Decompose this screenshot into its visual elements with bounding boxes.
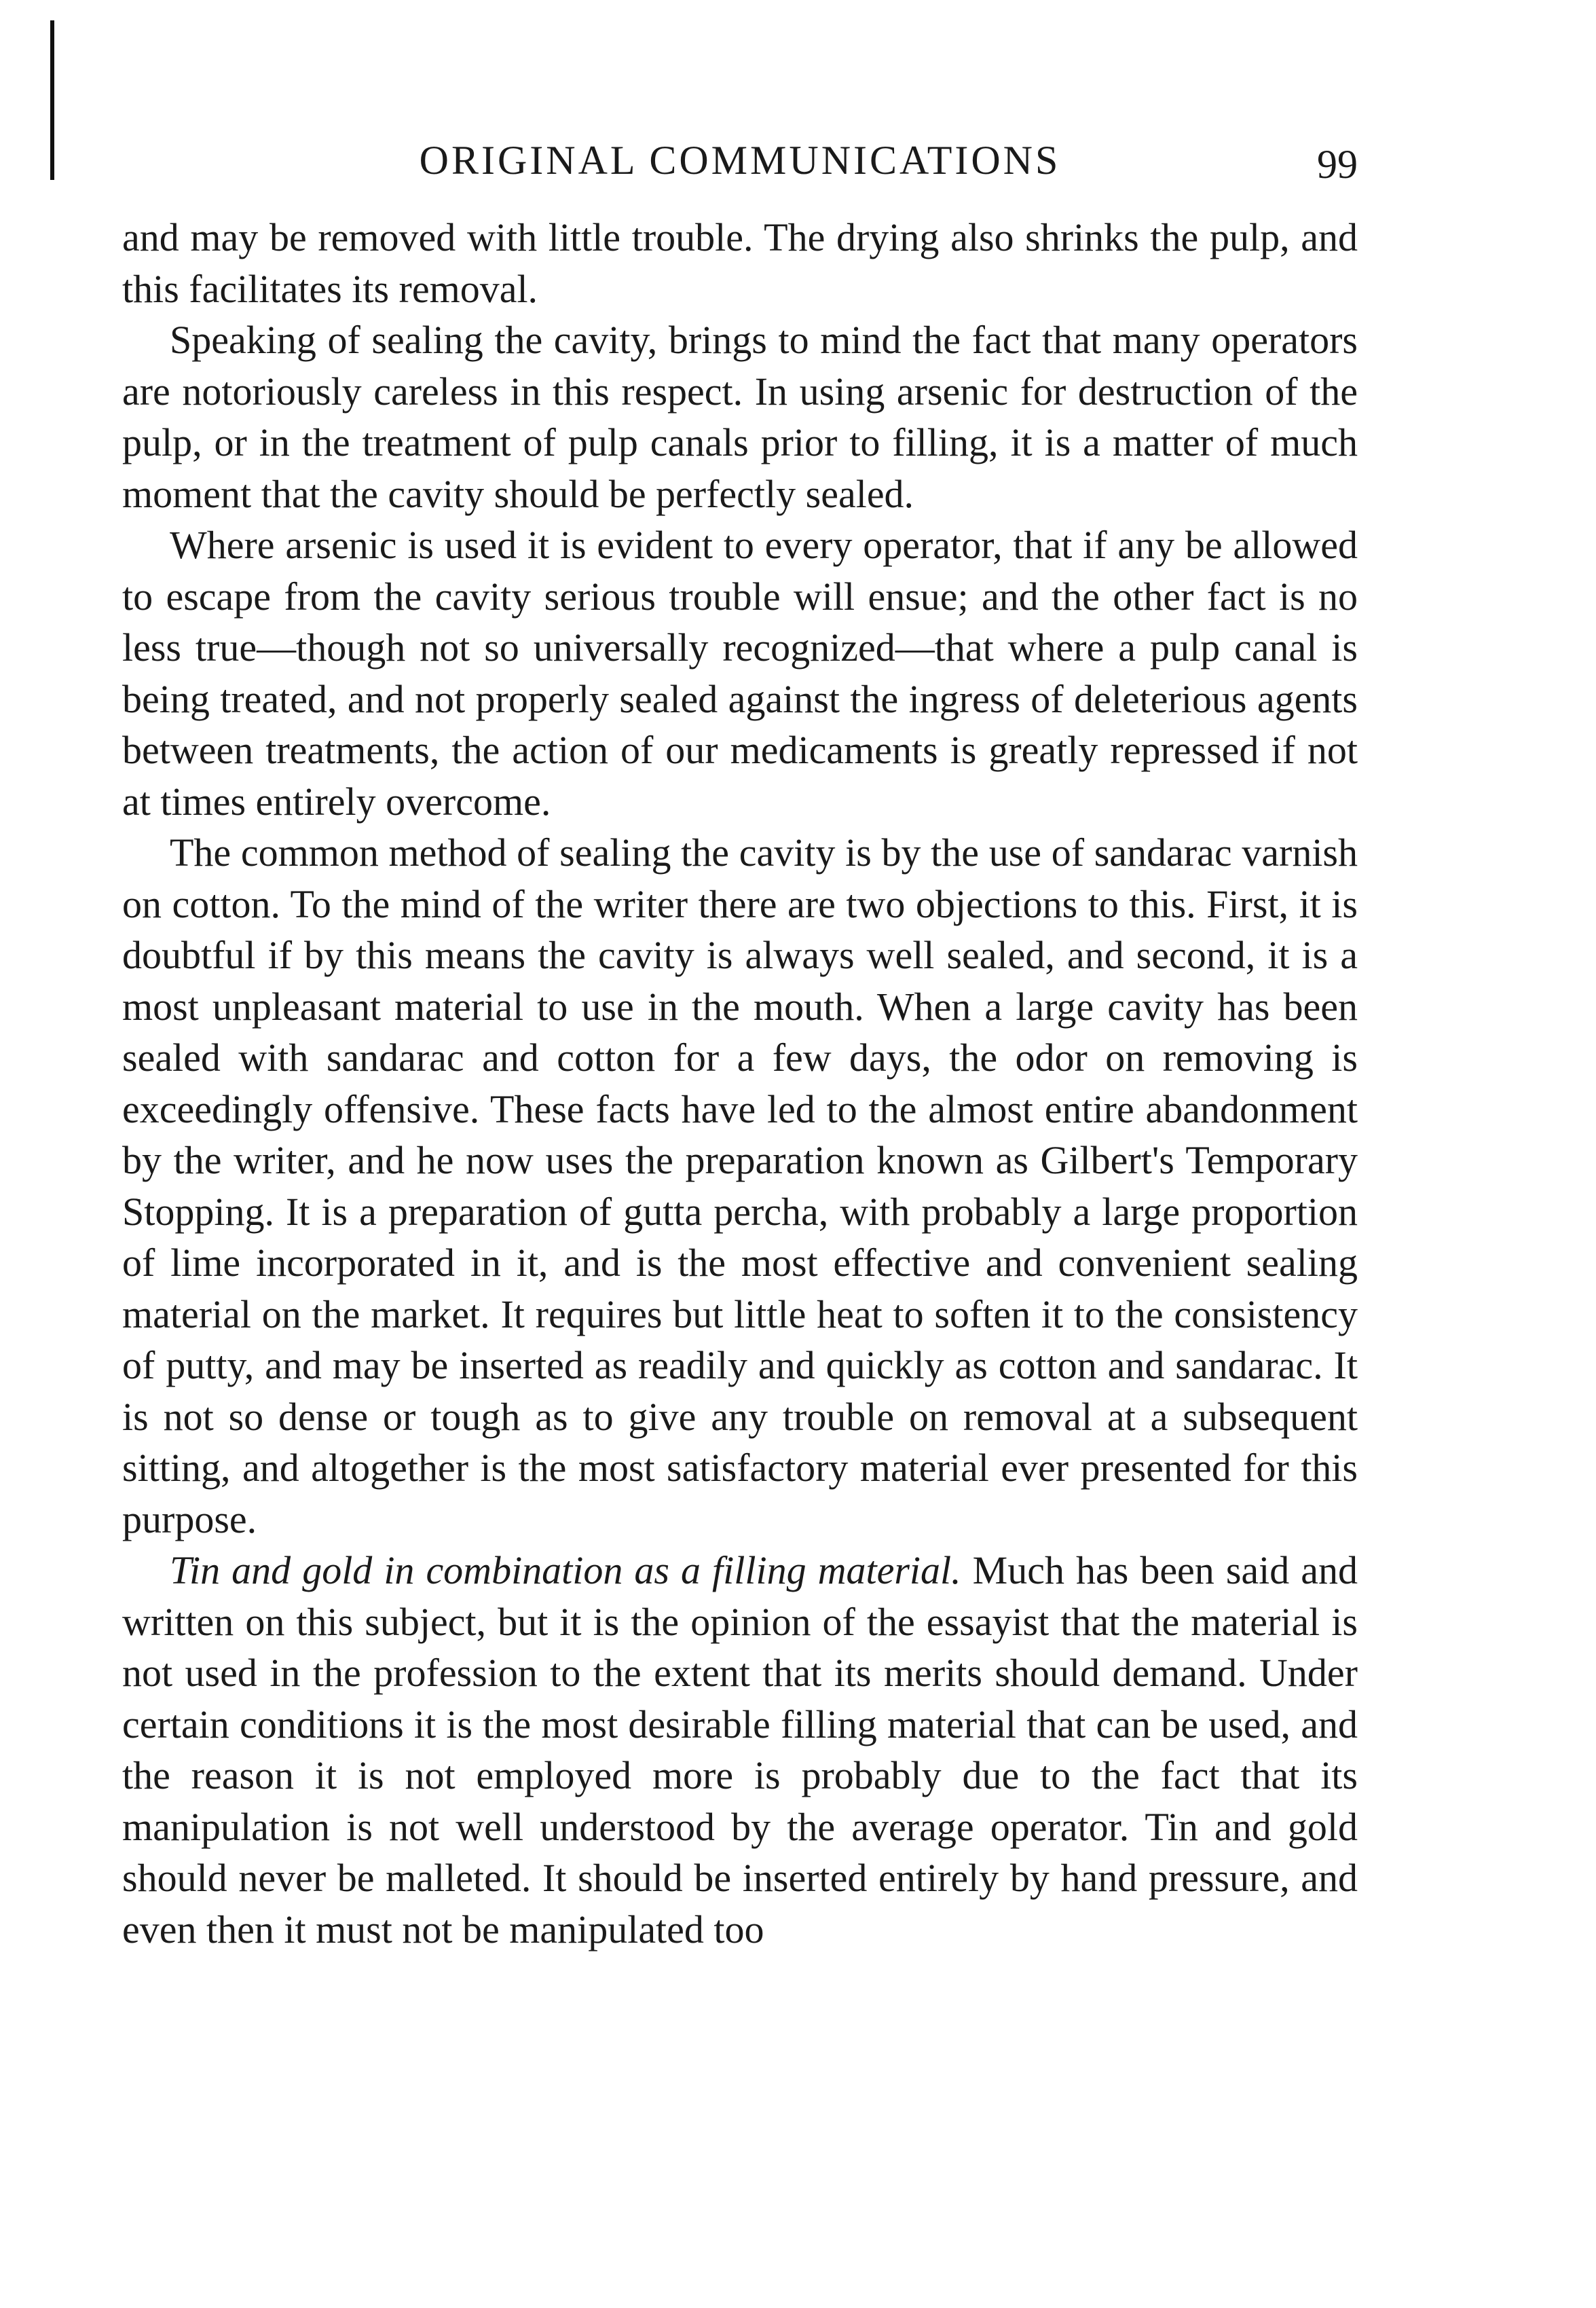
scan-edge-mark — [50, 20, 54, 180]
paragraph-body: Much has been said and written on this subject, but it is the opinion of the essayist that the material is not used in the profession to the extent that its merits should demand. Under certain conditions it is the most desirable filling material that can be used, and the reason it is not employed more is probably due to the fact that its manipulation is not well understood by the average operator. Tin and gold should never be malleted. It should be inserted entirely by hand pressure, and even then it must not be manipulated too — [122, 1548, 1358, 1952]
paragraph-continued: and may be removed with little trouble. The drying also shrinks the pulp, and this facilitates its removal. — [122, 215, 1358, 311]
paragraph-sandarac-varnish: The common method of sealing the cavity is by the use of sandarac varnish on cotton. To the mind of the writer there are two objections to this. First, it is doubtful if by this means the cavity is always well sealed, and second, it is a most unpleasant material to use in the mouth. When a large cavity has been sealed with sandarac and cotton for a few days, the odor on removing is exceedingly offensive. These facts have led to the almost entire abandonment by the writer, and he now uses the preparation known as Gilbert's Temporary Stopping. It is a preparation of gutta percha, with probably a large proportion of lime incorporated in it, and is the most effective and convenient sealing material on the market. It requires but little heat to soften it to the consistency of putty, and may be inserted as readily and quickly as cotton and sandarac. It is not so dense or tough as to give any trouble on removal at a subsequent sitting, and altogether is the most satisfactory material ever presented for this purpose. — [122, 830, 1358, 1541]
paragraph-arsenic: Where arsenic is used it is evident to every operator, that if any be allowed to escape from the cavity serious trouble will ensue; and the other fact is no less true—though not so universally recognized—that where a pulp canal is being treated, and not properly sealed against the ingress of deleterious agents between treatments, the action of our medicaments is greatly repressed if not at times entirely overcome. — [122, 523, 1358, 824]
body-text — [122, 212, 1358, 1955]
page-number: 99 — [1317, 142, 1358, 187]
running-title: ORIGINAL COMMUNICATIONS — [419, 138, 1061, 183]
paragraph-sealing-cavity: Speaking of sealing the cavity, brings to mind the fact that many operators are notoriously careless in this respect. In using arsenic for destruction of the pulp, or in the treatment of pulp canals prior to filling, it is a matter of much moment that the cavity should be perfectly sealed. — [122, 318, 1358, 516]
paragraph-italic-lead: Tin and gold in combination as a filling material. — [170, 1548, 961, 1592]
running-header — [122, 133, 1358, 187]
paragraph-tin-and-gold — [122, 1545, 1358, 1955]
